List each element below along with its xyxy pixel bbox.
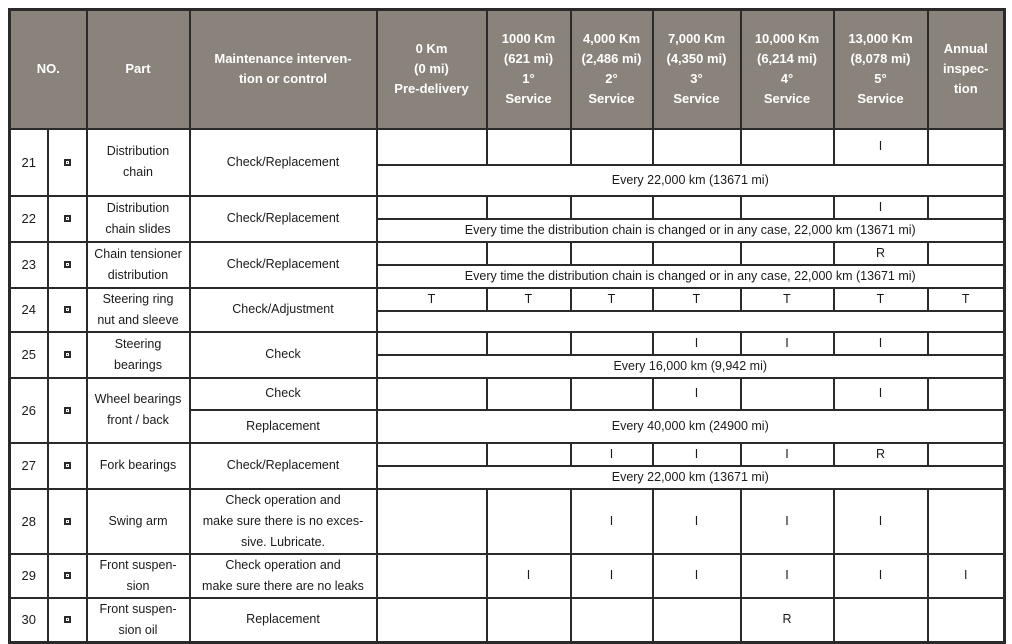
header-no: NO. <box>10 10 87 129</box>
bullet-icon <box>48 129 87 196</box>
header-line: Annual <box>943 41 988 57</box>
mark-cell <box>487 129 571 165</box>
mark-cell <box>834 598 928 643</box>
intervention: Check/Replacement <box>190 196 377 242</box>
mark-cell: I <box>741 554 834 598</box>
mark-cell: I <box>571 554 653 598</box>
table-row <box>10 443 1005 466</box>
intervention-line: make sure there is no exces- <box>202 513 364 528</box>
header-1000km <box>487 10 571 129</box>
mark-cell: I <box>741 443 834 466</box>
interval-note: Every 22,000 km (13671 mi) <box>377 165 1005 196</box>
mark-cell <box>653 129 741 165</box>
header-7000km <box>653 10 741 129</box>
mark-cell: T <box>487 288 571 311</box>
part-line: Front suspen- <box>99 557 177 572</box>
part-name <box>87 554 190 598</box>
header-line: Service <box>505 91 552 107</box>
table-row <box>10 288 1005 311</box>
mark-cell <box>571 332 653 355</box>
maintenance-table-wrapper <box>8 8 1006 644</box>
bullet-icon <box>48 242 87 288</box>
header-line: 0 Km <box>415 41 448 57</box>
header-annual <box>928 10 1005 129</box>
row-number: 27 <box>10 443 48 489</box>
header-line: Service <box>588 91 635 107</box>
part-line: bearings <box>114 357 162 372</box>
row-number: 28 <box>10 489 48 554</box>
row-number: 26 <box>10 378 48 443</box>
mark-cell: I <box>834 489 928 554</box>
part-name: Fork bearings <box>87 443 190 489</box>
mark-cell <box>377 443 487 466</box>
header-line: (8,078 mi) <box>850 51 911 67</box>
header-part: Part <box>87 10 190 129</box>
mark-cell: R <box>834 443 928 466</box>
mark-cell <box>377 489 487 554</box>
mark-cell: I <box>653 332 741 355</box>
header-line: Service <box>763 91 811 107</box>
mark-cell <box>928 378 1005 410</box>
header-0km <box>377 10 487 129</box>
header-intervention-line: tion or control <box>238 71 328 87</box>
mark-cell <box>928 443 1005 466</box>
intervention-line: make sure there are no leaks <box>202 578 364 593</box>
mark-cell <box>571 378 653 410</box>
row-number: 25 <box>10 332 48 378</box>
part-name <box>87 378 190 443</box>
row-number: 22 <box>10 196 48 242</box>
mark-cell <box>741 196 834 219</box>
mark-cell <box>487 378 571 410</box>
header-line: Service <box>857 91 904 107</box>
mark-cell: R <box>834 242 928 265</box>
bullet-icon <box>48 554 87 598</box>
mark-cell: I <box>571 443 653 466</box>
header-line: 2° <box>605 71 618 87</box>
part-line: sion <box>126 578 150 593</box>
table-row <box>10 332 1005 355</box>
mark-cell <box>653 196 741 219</box>
header-line: (2,486 mi) <box>581 51 642 67</box>
mark-cell <box>571 242 653 265</box>
mark-cell <box>928 242 1005 265</box>
intervention: Replacement <box>190 598 377 643</box>
header-line: 1000 Km <box>501 31 556 47</box>
mark-cell <box>741 129 834 165</box>
mark-cell: T <box>653 288 741 311</box>
part-line: chain slides <box>105 221 171 236</box>
intervention: Check/Replacement <box>190 129 377 196</box>
header-line: 4° <box>780 71 794 87</box>
part-line: sion oil <box>118 622 158 637</box>
table-row <box>10 554 1005 598</box>
mark-cell <box>741 378 834 410</box>
mark-cell <box>928 196 1005 219</box>
header-line: 10,000 Km <box>754 31 820 47</box>
table-row <box>10 129 1005 165</box>
mark-cell: T <box>571 288 653 311</box>
header-4000km <box>571 10 653 129</box>
mark-cell <box>571 129 653 165</box>
header-line: 1° <box>522 71 535 87</box>
part-line: nut and sleeve <box>97 312 179 327</box>
part-name: Swing arm <box>87 489 190 554</box>
header-line: 3° <box>690 71 703 87</box>
header-line: (0 mi) <box>414 61 449 77</box>
intervention: Check <box>190 378 377 410</box>
part-line: Steering ring <box>102 291 174 306</box>
header-line: 5° <box>874 71 887 87</box>
mark-cell: I <box>741 332 834 355</box>
mark-cell: I <box>834 554 928 598</box>
mark-cell <box>487 489 571 554</box>
part-name <box>87 288 190 332</box>
mark-cell <box>487 242 571 265</box>
row-number: 29 <box>10 554 48 598</box>
header-line: (6,214 mi) <box>757 51 817 67</box>
mark-cell: I <box>653 378 741 410</box>
part-name <box>87 196 190 242</box>
mark-cell: I <box>834 196 928 219</box>
header-line: Service <box>673 91 720 107</box>
header-13000km <box>834 10 928 129</box>
mark-cell <box>487 196 571 219</box>
mark-cell <box>377 554 487 598</box>
intervention: Check/Adjustment <box>190 288 377 332</box>
mark-cell: I <box>653 554 741 598</box>
part-line: chain <box>123 165 153 179</box>
header-line: 13,000 Km <box>848 31 913 47</box>
mark-cell <box>741 242 834 265</box>
bullet-icon <box>48 196 87 242</box>
mark-cell <box>487 598 571 643</box>
mark-cell: I <box>571 489 653 554</box>
mark-cell <box>928 598 1005 643</box>
header-intervention-line: Maintenance interven- <box>214 51 352 67</box>
intervention: Replacement <box>190 410 377 443</box>
table-row <box>10 489 1005 554</box>
mark-cell <box>487 443 571 466</box>
header-line: (621 mi) <box>503 51 554 67</box>
mark-cell <box>653 242 741 265</box>
mark-cell: T <box>834 288 928 311</box>
bullet-icon <box>48 288 87 332</box>
row-number: 30 <box>10 598 48 643</box>
mark-cell <box>377 332 487 355</box>
intervention: Check/Replacement <box>190 242 377 288</box>
interval-note: Every 16,000 km (9,942 mi) <box>377 355 1005 378</box>
mark-cell: T <box>928 288 1005 311</box>
mark-cell <box>928 129 1005 165</box>
table-row <box>10 598 1005 643</box>
header-line: (4,350 mi) <box>666 51 727 67</box>
interval-note <box>377 311 1005 332</box>
table-row <box>10 378 1005 410</box>
bullet-icon <box>48 332 87 378</box>
header-line: tion <box>953 81 978 97</box>
mark-cell: I <box>653 489 741 554</box>
bullet-icon <box>48 598 87 643</box>
part-line: Front suspen- <box>99 601 177 616</box>
interval-note: Every time the distribution chain is changed or in any case, 22,000 km (13671 mi) <box>377 265 1005 288</box>
interval-note: Every 22,000 km (13671 mi) <box>377 466 1005 489</box>
mark-cell <box>377 129 487 165</box>
row-number: 24 <box>10 288 48 332</box>
intervention: Check/Replacement <box>190 443 377 489</box>
mark-cell <box>653 598 741 643</box>
row-number: 23 <box>10 242 48 288</box>
mark-cell <box>377 378 487 410</box>
mark-cell: I <box>834 332 928 355</box>
maintenance-schedule-table <box>8 8 1006 644</box>
mark-cell: T <box>741 288 834 311</box>
part-name <box>87 242 190 288</box>
mark-cell: I <box>834 378 928 410</box>
interval-note: Every time the distribution chain is changed or in any case, 22,000 km (13671 mi) <box>377 219 1005 242</box>
mark-cell: R <box>741 598 834 643</box>
mark-cell: I <box>928 554 1005 598</box>
mark-cell: T <box>377 288 487 311</box>
part-line: Chain tensioner <box>94 246 182 261</box>
interval-note: Every 40,000 km (24900 mi) <box>377 410 1005 443</box>
part-line: distribution <box>107 267 169 282</box>
mark-cell <box>377 196 487 219</box>
mark-cell <box>377 242 487 265</box>
mark-cell <box>377 598 487 643</box>
header-10000km <box>741 10 834 129</box>
bullet-icon <box>48 378 87 443</box>
bullet-icon <box>48 443 87 489</box>
mark-cell: I <box>834 129 928 165</box>
mark-cell <box>571 598 653 643</box>
table-row <box>10 196 1005 219</box>
header-line: 7,000 Km <box>667 31 726 47</box>
part-name <box>87 598 190 643</box>
part-line: front / back <box>107 413 169 427</box>
intervention-line: sive. Lubricate. <box>240 534 326 549</box>
part-name <box>87 129 190 196</box>
row-number: 21 <box>10 129 48 196</box>
bullet-icon <box>48 489 87 554</box>
mark-cell: I <box>653 443 741 466</box>
mark-cell <box>928 332 1005 355</box>
part-name <box>87 332 190 378</box>
header-line: inspec- <box>942 61 989 77</box>
mark-cell <box>571 196 653 219</box>
header-intervention <box>190 10 377 129</box>
mark-cell <box>487 332 571 355</box>
part-line: Wheel bearings <box>94 392 182 406</box>
part-line: Steering <box>114 336 162 351</box>
part-line: Distribution <box>106 200 170 215</box>
mark-cell: I <box>741 489 834 554</box>
header-line: Pre-delivery <box>394 81 469 97</box>
intervention <box>190 489 377 554</box>
mark-cell <box>928 489 1005 554</box>
intervention-line: Check operation and <box>225 557 341 572</box>
part-line: Distribution <box>106 144 170 158</box>
intervention-line: Check operation and <box>225 492 341 507</box>
table-row <box>10 242 1005 265</box>
header-line: 4,000 Km <box>582 31 641 47</box>
intervention <box>190 554 377 598</box>
mark-cell: I <box>487 554 571 598</box>
header-row <box>10 10 1005 129</box>
intervention: Check <box>190 332 377 378</box>
